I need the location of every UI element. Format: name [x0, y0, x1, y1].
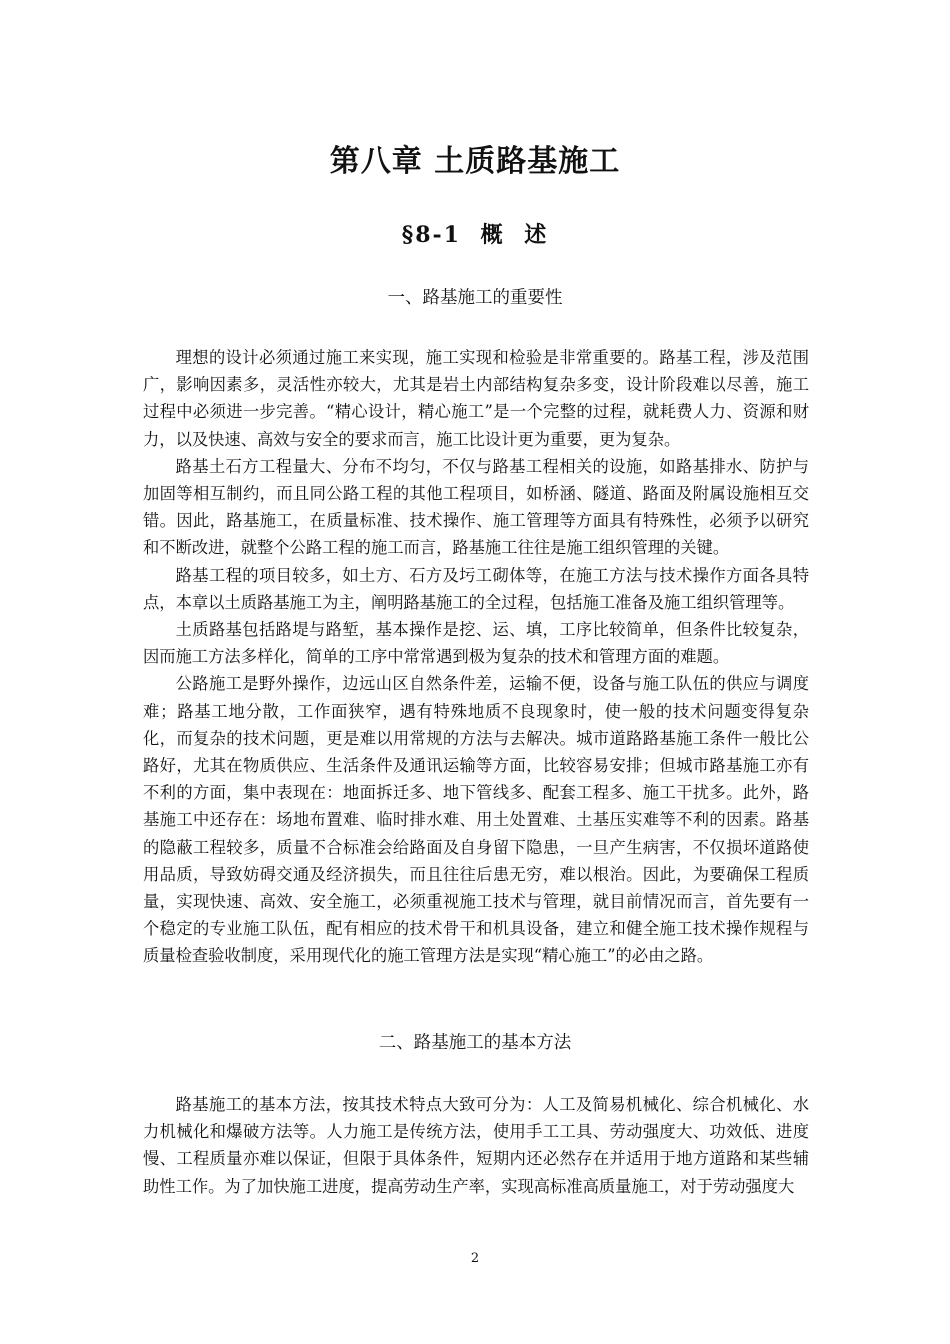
page-number: 2	[470, 1251, 480, 1266]
subsection-heading-importance: 一、路基施工的重要性	[387, 288, 563, 308]
paragraph: 路基土石方工程量大、分布不均匀，不仅与路基工程相关的设施，如路基排水、防护与加固等相互制约，而且同公路工程的其他工程项目，如桥涵、隧道、路面及附属设施相互交错。因此，路基施工，在质量标准、技术操作、施工管理等方面具有特殊性，必须予以研究和不断改进，就整个公路工程的施工而言，路基施工往往是施工组织管理的关键。	[143, 456, 809, 558]
paragraph: 公路施工是野外操作，边远山区自然条件差，运输不便，设备与施工队伍的供应与调度难；路基工地分散，工作面狭窄，遇有特殊地质不良现象时，使一般的技术问题变得复杂化，而复杂的技术问题，更是难以用常规的方法与去解决。城市道路路基施工条件一般比公路好，尤其在物质供应、生活条件及通讯运输等方面，比较容易安排；但城市路基施工亦有不利的方面，集中表现在：地面拆迁多、地下管线多、配套工程多、施工干扰多。此外，路基施工中还存在：场地布置难、临时排水难、用土处置难、土基压实难等不利的因素。路基的隐蔽工程较多，质量不合标准会给路面及自身留下隐患，一旦产生病害，不仅损坏道路使用品质，导致妨碍交通及经济损失，而且往往后患无穷，难以根治。因此，为要确保工程质量，实现快速、高效、安全施工，必须重视施工技术与管理，就目前情况而言，首先要有一个稳定的专业施工队伍，配有相应的技术骨干和机具设备，建立和健全施工技术操作规程与质量检查验收制度，采用现代化的施工管理方法是实现“精心施工”的必由之路。	[143, 674, 809, 966]
paragraph: 路基施工的基本方法，按其技术特点大致可分为：人工及简易机械化、综合机械化、水力机械化和爆破方法等。人力施工是传统方法，使用手工工具、劳动强度大、功效低、进度慢、工程质量亦难以保证，但限于具体条件，短期内还必然存在并适用于地方道路和某些辅助性工作。为了加快施工进度，提高劳动生产率，实现高标准高质量施工，对于劳动强度大	[143, 1095, 809, 1196]
chapter-title: 第八章 土质路基施工	[329, 144, 621, 179]
paragraph: 路基工程的项目较多，如土方、石方及圬工砌体等，在施工方法与技术操作方面各具特点，本章以土质路基施工为主，阐明路基施工的全过程，包括施工准备及施工组织管理等。	[143, 565, 809, 612]
paragraph: 理想的设计必须通过施工来实现，施工实现和检验是非常重要的。路基工程，涉及范围广，影响因素多，灵活性亦较大，尤其是岩土内部结构复杂多变，设计阶段难以尽善，施工过程中必须进一步完善。“精心设计，精心施工”是一个完整的过程，就耗费人力、资源和财力，以及快速、高效与安全的要求而言，施工比设计更为重要，更为复杂。	[143, 348, 809, 449]
subsection-body-importance	[143, 344, 809, 970]
subsection-body-methods	[143, 1091, 809, 1200]
subsection-heading-methods: 二、路基施工的基本方法	[378, 1033, 572, 1053]
paragraph: 土质路基包括路堤与路堑，基本操作是挖、运、填，工序比较简单，但条件比较复杂，因而施工方法多样化，简单的工序中常常遇到极为复杂的技术和管理方面的难题。	[143, 620, 809, 667]
section-title: §8-1 概 述	[401, 222, 549, 248]
